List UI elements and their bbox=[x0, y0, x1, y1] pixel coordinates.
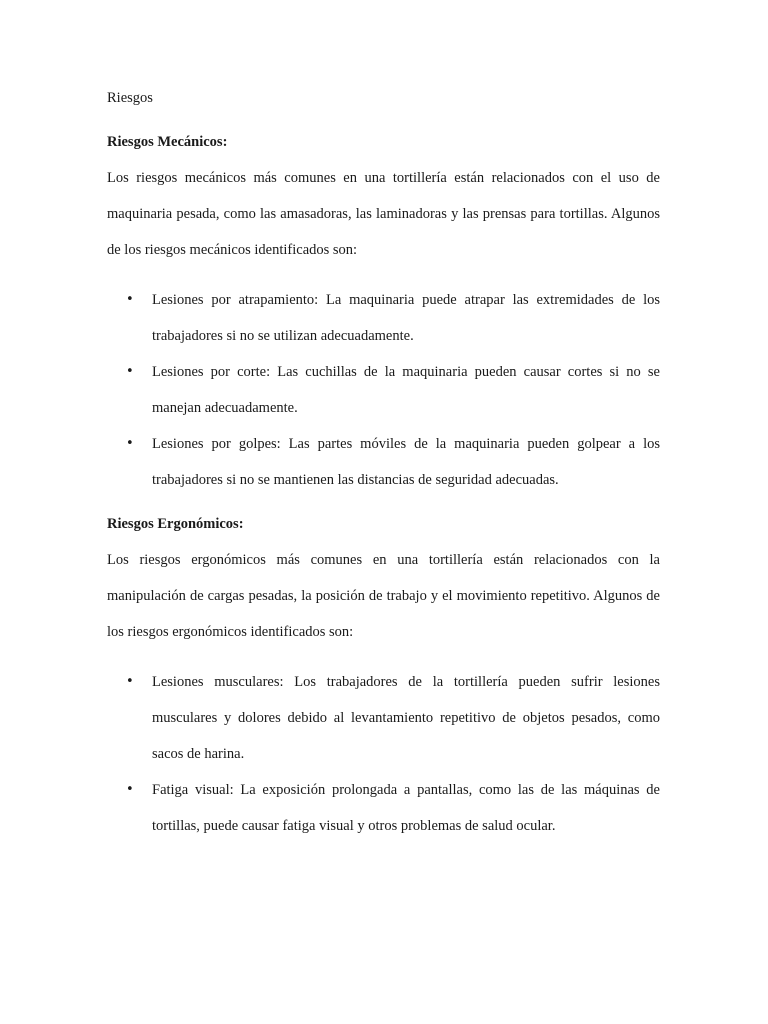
document-title: Riesgos bbox=[107, 90, 153, 106]
bullet-list bbox=[107, 664, 660, 844]
bullet-list bbox=[107, 282, 660, 498]
list-item: • Lesiones por corte: Las cuchillas de la maquinaria pueden causar cortes si no se manejan adecuadamente. bbox=[107, 354, 660, 426]
section-mechanical-risks bbox=[107, 124, 660, 498]
document-page bbox=[107, 80, 660, 852]
section-paragraph: Los riesgos ergonómicos más comunes en una tortillería están relacionados con la manipulación de cargas pesadas, la posición de trabajo y el movimiento repetitivo. Algunos de los riesgos ergonómicos identificados son: bbox=[107, 552, 660, 640]
list-item: • Lesiones musculares: Los trabajadores de la tortillería pueden sufrir lesiones musculares y dolores debido al levantamiento repetitivo de objetos pesados, como sacos de harina. bbox=[107, 664, 660, 772]
section-paragraph: Los riesgos mecánicos más comunes en una tortillería están relacionados con el uso de maquinaria pesada, como las amasadoras, las laminadoras y las prensas para tortillas. Algunos de los riesgos mecánicos identificados son: bbox=[107, 170, 660, 258]
section-heading: Riesgos Mecánicos: bbox=[107, 134, 228, 150]
section-ergonomic-risks bbox=[107, 506, 660, 844]
section-heading: Riesgos Ergonómicos: bbox=[107, 516, 244, 532]
list-item: • Fatiga visual: La exposición prolongada a pantallas, como las de las máquinas de tortillas, puede causar fatiga visual y otros problemas de salud ocular. bbox=[107, 772, 660, 844]
list-item: • Lesiones por golpes: Las partes móviles de la maquinaria pueden golpear a los trabajadores si no se mantienen las distancias de seguridad adecuadas. bbox=[107, 426, 660, 498]
list-item: • Lesiones por atrapamiento: La maquinaria puede atrapar las extremidades de los trabajadores si no se utilizan adecuadamente. bbox=[107, 282, 660, 354]
